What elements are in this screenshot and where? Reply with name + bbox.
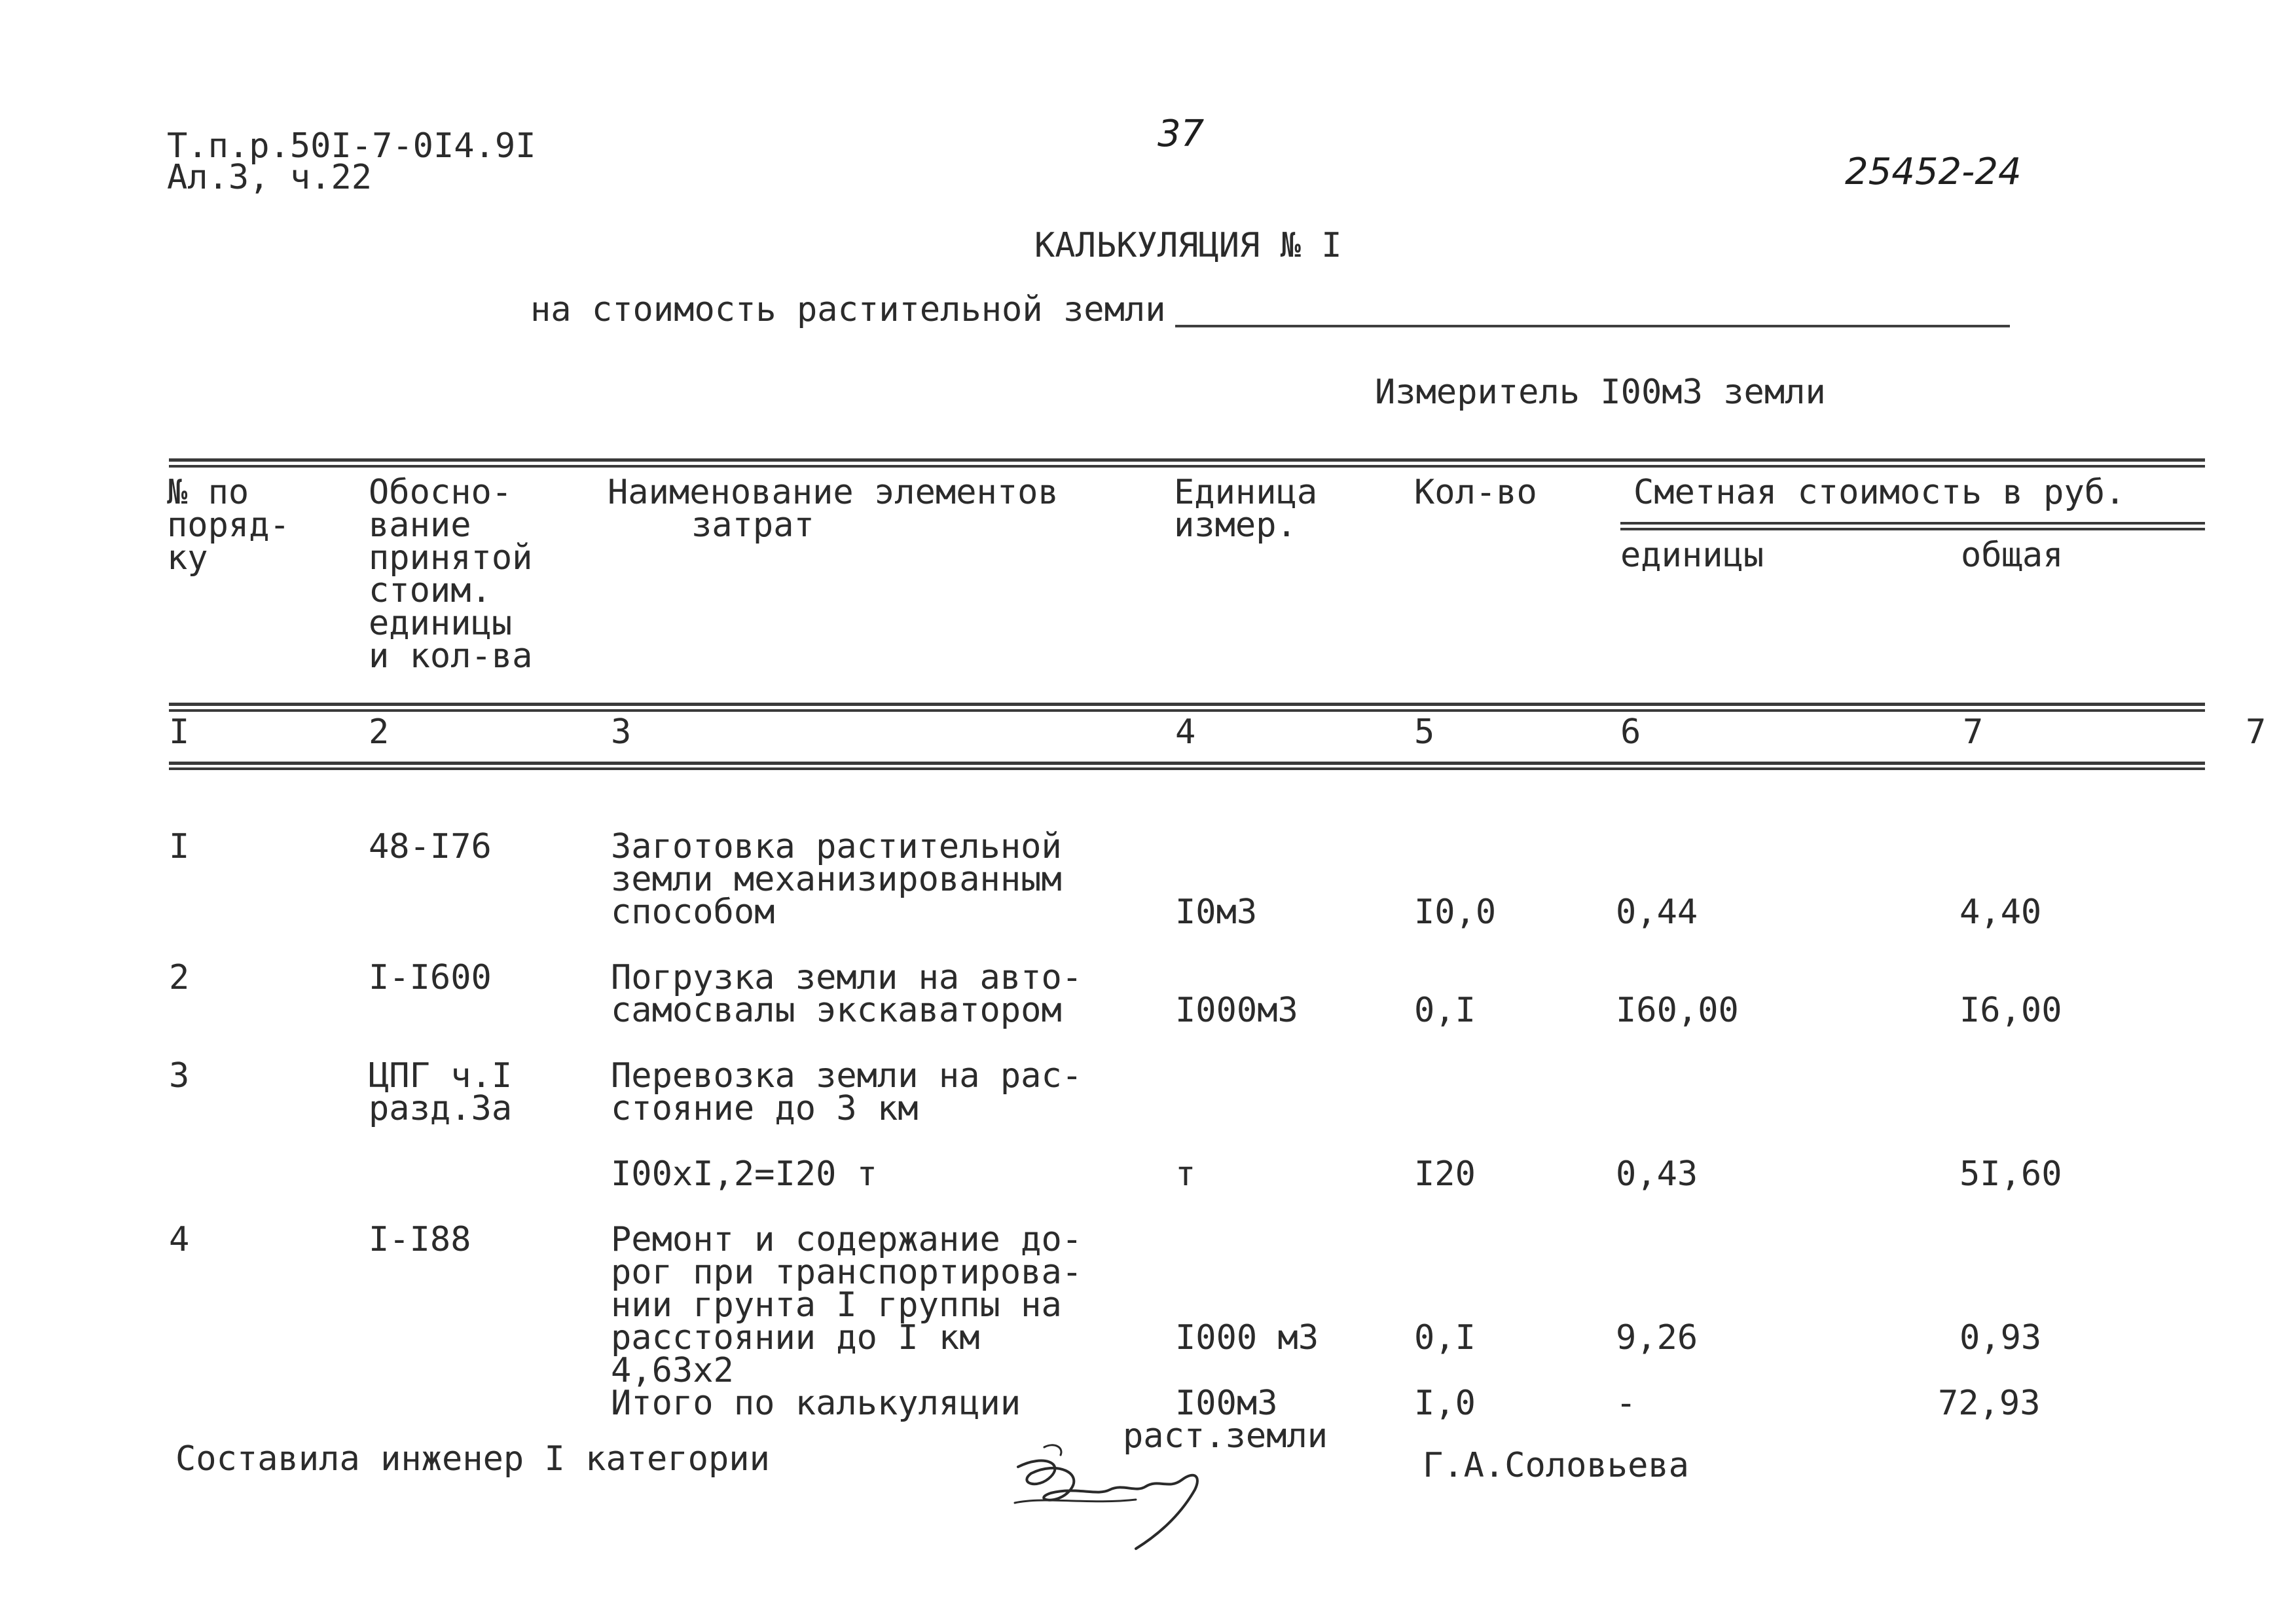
row-no: 2 xyxy=(169,958,190,997)
col-header-total: общая xyxy=(1961,536,2064,575)
total-label: Итого по калькуляции xyxy=(611,1384,1021,1423)
col-header-no: № по поряд- ку xyxy=(167,473,290,578)
col-header-basis: Обосно- вание принятой стоим. единицы и кол-ва xyxy=(369,473,533,676)
page-number: 37 xyxy=(1157,113,1205,155)
row-basis: I-I88 xyxy=(369,1220,471,1259)
compiled-by: Составила инженер I категории xyxy=(175,1439,770,1479)
row-no: 3 xyxy=(169,1056,190,1096)
row-name: Перевозка земли на рас- стояние до 3 км xyxy=(611,1056,1083,1128)
margin-mark: 7 xyxy=(2246,712,2267,752)
col-number-2: 2 xyxy=(369,712,390,752)
col-number-3: 3 xyxy=(611,712,632,752)
row-name: Заготовка растительной земли механизированным способом xyxy=(611,827,1062,932)
measure-label: Измеритель I00м3 земли xyxy=(1375,373,1826,412)
col-numbers-rule xyxy=(169,762,2205,765)
row-no: 4 xyxy=(169,1220,190,1259)
handwritten-signature xyxy=(1005,1428,1221,1559)
row-name: Погрузка земли на авто- самосвалы экскаватором xyxy=(611,958,1083,1030)
col-header-unit-cost: единицы xyxy=(1620,536,1764,575)
document-title: КАЛЬКУЛЯЦИЯ № I xyxy=(1034,226,1342,265)
col-number-7: 7 xyxy=(1963,712,1984,752)
col-header-qty: Кол-во xyxy=(1414,473,1537,512)
row-unit: I000м3 xyxy=(1175,991,1298,1030)
row-qty: I0,0 xyxy=(1414,893,1497,932)
header-bottom-rule xyxy=(169,703,2205,706)
col-header-name: Наименование элементов затрат xyxy=(608,473,1059,545)
document-subtitle: на стоимость растительной земли xyxy=(530,290,1166,329)
row-total: I6,00 xyxy=(1959,991,2062,1030)
row-unit-cost: I60,00 xyxy=(1616,991,1739,1030)
cost-group-rule-2 xyxy=(1620,528,2205,530)
row-unit-cost: 0,43 xyxy=(1616,1154,1698,1194)
total-unit: I00м3 раст.земли xyxy=(1123,1384,1328,1456)
row-total: 4,40 xyxy=(1959,893,2042,932)
col-number-1: I xyxy=(169,712,190,752)
row-unit-cost: 0,44 xyxy=(1616,893,1698,932)
col-numbers-rule-2 xyxy=(169,767,2205,770)
row-total: 5I,60 xyxy=(1959,1154,2062,1194)
row-name: I00хI,2=I20 т xyxy=(611,1154,877,1194)
col-number-5: 5 xyxy=(1414,712,1435,752)
subtitle-fill-line xyxy=(1175,325,2010,327)
row-total: 0,93 xyxy=(1959,1318,2042,1357)
table-top-rule xyxy=(169,458,2205,462)
row-basis: ЦПГ ч.I разд.3а xyxy=(369,1056,513,1128)
row-unit: I0м3 xyxy=(1175,893,1258,932)
header-bottom-rule-2 xyxy=(169,709,2205,712)
cost-group-rule xyxy=(1620,522,2205,525)
row-unit: т xyxy=(1175,1154,1196,1194)
total-qty: I,0 xyxy=(1414,1384,1476,1423)
col-header-unit: Единица измер. xyxy=(1174,473,1318,545)
signature-name: Г.А.Соловьева xyxy=(1423,1446,1689,1485)
row-qty: 0,I xyxy=(1414,991,1476,1030)
row-basis: 48-I76 xyxy=(369,827,492,866)
row-name: Ремонт и содержание до- рог при транспортирова- нии грунта I группы на расстоянии до I км 4,63х2 xyxy=(611,1220,1083,1390)
table-top-rule-2 xyxy=(169,465,2205,468)
album-reference: Ал.3, ч.22 xyxy=(167,158,373,197)
row-no: I xyxy=(169,827,190,866)
archive-number: 25452-24 xyxy=(1845,151,2022,193)
row-unit-cost: 9,26 xyxy=(1616,1318,1698,1357)
col-number-4: 4 xyxy=(1175,712,1196,752)
col-number-6: 6 xyxy=(1620,712,1641,752)
col-header-cost-group: Сметная стоимость в руб. xyxy=(1633,473,2126,512)
total-sum: 72,93 xyxy=(1938,1384,2041,1423)
row-basis: I-I600 xyxy=(369,958,492,997)
total-unit-cost: - xyxy=(1616,1384,1637,1423)
row-qty: 0,I xyxy=(1414,1318,1476,1357)
row-unit: I000 м3 xyxy=(1175,1318,1319,1357)
row-qty: I20 xyxy=(1414,1154,1476,1194)
document-reference: Т.п.р.50I-7-0I4.9I xyxy=(167,126,536,166)
